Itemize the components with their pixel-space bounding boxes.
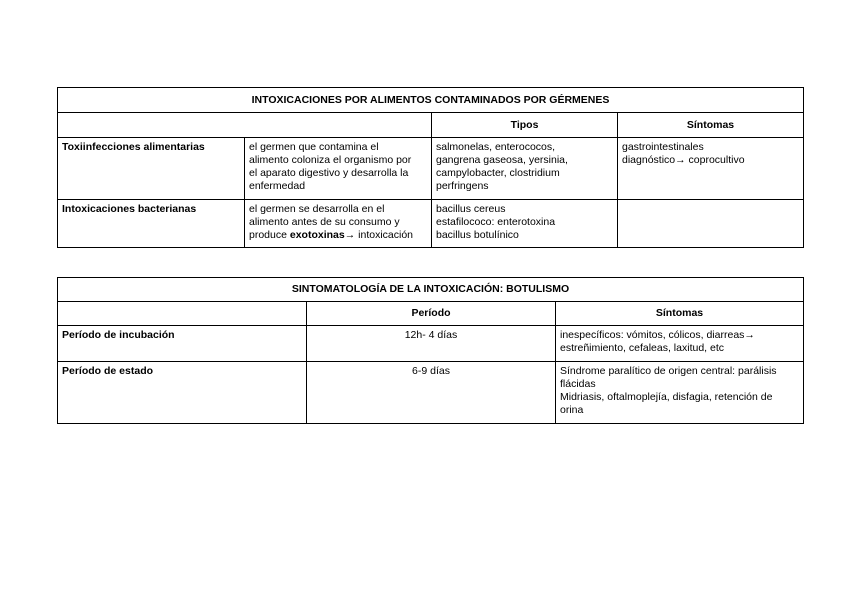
row-tipos xyxy=(432,200,618,248)
row-label: Intoxicaciones bacterianas xyxy=(58,200,245,248)
text-line: gastrointestinales xyxy=(622,141,704,153)
text-line: el germen que contamina el xyxy=(249,141,379,153)
text-line: inespecíficos: vómitos, cólicos, diarreas→ xyxy=(560,329,755,341)
text-line: flácidas xyxy=(560,378,596,390)
text-line: enfermedad xyxy=(249,180,306,192)
row-sintomas xyxy=(556,326,804,362)
text-line: gangrena gaseosa, yersinia, xyxy=(436,154,568,166)
text-line xyxy=(249,229,427,242)
row-sintomas xyxy=(556,362,804,424)
header-sintomas: Síntomas xyxy=(618,113,804,138)
text-line: el germen se desarrolla en el xyxy=(249,203,385,215)
text-fragment: → intoxicación xyxy=(344,229,414,241)
text-line: bacillus cereus xyxy=(436,203,506,215)
row-description xyxy=(245,138,432,200)
table-row xyxy=(58,326,804,362)
header-empty-cell xyxy=(58,302,307,326)
bold-term: exotoxinas xyxy=(289,229,345,241)
text-line: estreñimiento, cefaleas, laxitud, etc xyxy=(560,342,725,354)
header-sintomas: Síntomas xyxy=(556,302,804,326)
text-line: alimento coloniza el organismo por xyxy=(249,154,412,166)
text-line: bacillus botulínico xyxy=(436,229,519,241)
table-title: INTOXICACIONES POR ALIMENTOS CONTAMINADOS POR GÉRMENES xyxy=(58,88,804,113)
header-tipos: Tipos xyxy=(432,113,618,138)
row-periodo: 12h- 4 días xyxy=(307,326,556,362)
row-sintomas-empty xyxy=(618,200,804,248)
text-line: diagnóstico→ coprocultivo xyxy=(622,154,745,166)
text-line: Midriasis, oftalmoplejía, disfagia, retención de xyxy=(560,391,773,403)
header-periodo: Período xyxy=(307,302,556,326)
text-fragment: produce xyxy=(249,229,290,241)
header-empty-cell xyxy=(58,113,432,138)
row-tipos xyxy=(432,138,618,200)
text-line: campylobacter, clostridium xyxy=(436,167,560,179)
row-description xyxy=(245,200,432,248)
text-line: perfringens xyxy=(436,180,489,192)
text-line: estafilococo: enterotoxina xyxy=(436,216,556,228)
text-line: el aparato digestivo y desarrolla la xyxy=(249,167,409,179)
table-row xyxy=(58,362,804,424)
text-line: Síndrome paralítico de origen central: parálisis xyxy=(560,365,777,377)
text-line: alimento antes de su consumo y xyxy=(249,216,400,228)
botulism-symptoms-table xyxy=(57,277,804,424)
text-line: orina xyxy=(560,404,584,416)
row-label: Toxiinfecciones alimentarias xyxy=(58,138,245,200)
row-periodo: 6-9 días xyxy=(307,362,556,424)
germs-intoxication-table xyxy=(57,87,804,248)
row-label: Período de incubación xyxy=(58,326,307,362)
table-row xyxy=(58,200,804,248)
table-title: SINTOMATOLOGÍA DE LA INTOXICACIÓN: BOTULISMO xyxy=(58,278,804,302)
text-line: salmonelas, enterococos, xyxy=(436,141,556,153)
table-row xyxy=(58,138,804,200)
row-sintomas xyxy=(618,138,804,200)
row-label: Período de estado xyxy=(58,362,307,424)
